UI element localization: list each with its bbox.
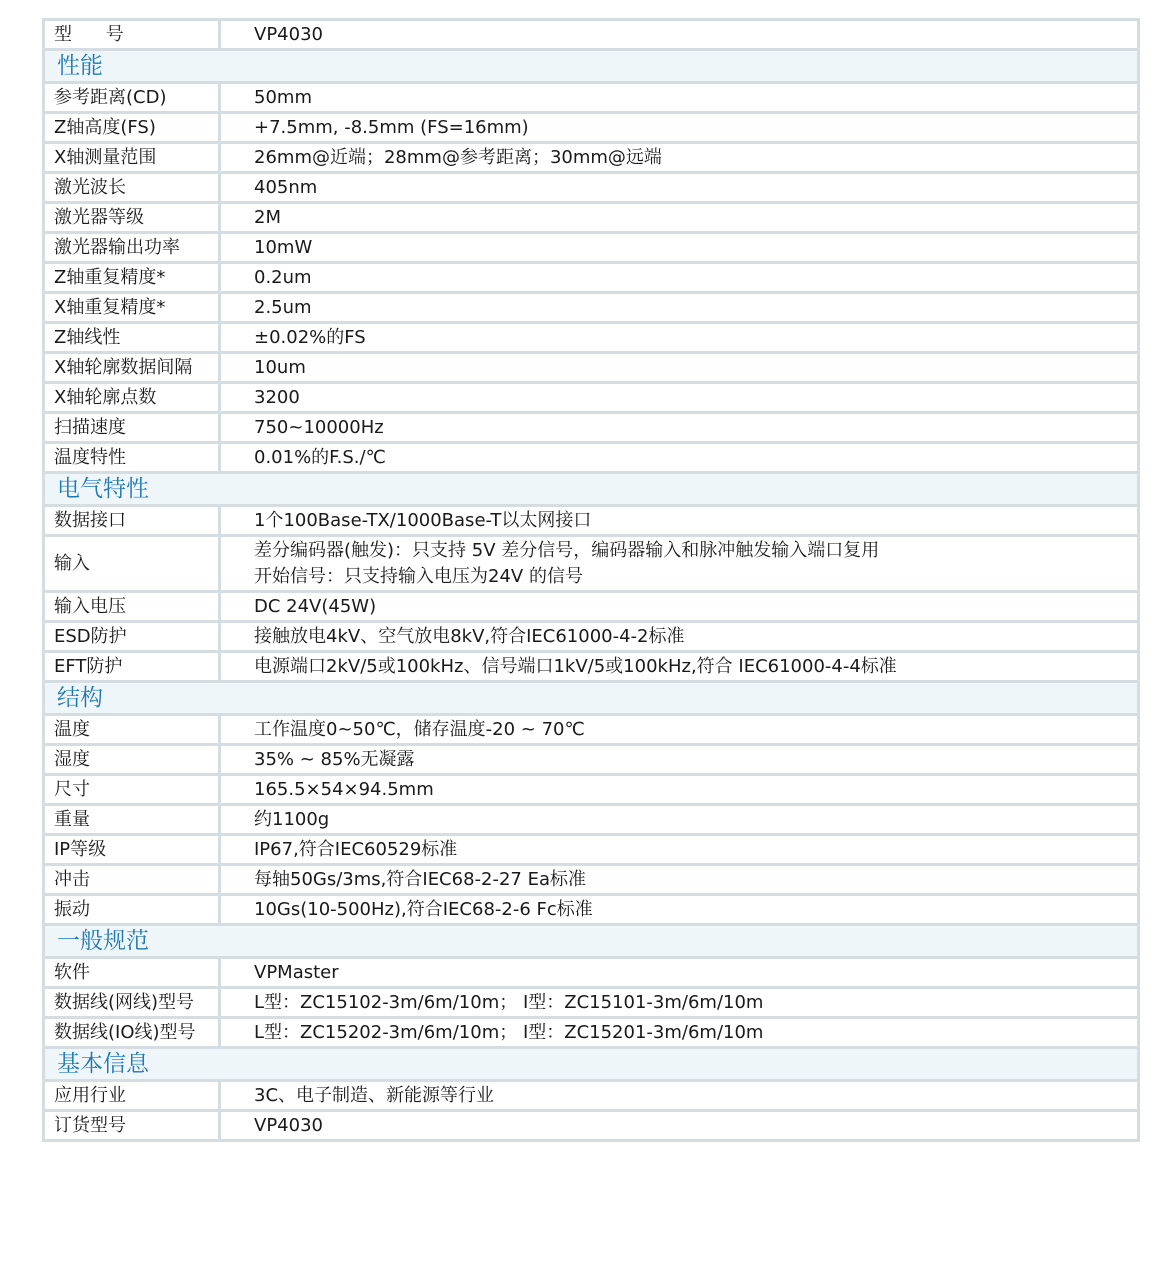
section-header: [44, 925, 1139, 958]
spec-value-line: L型：ZC15202-3m/6m/10m； I型：ZC15201-3m/6m/10m: [254, 1021, 764, 1043]
spec-value-line: 工作温度0~50℃，储存温度-20 ~ 70℃: [254, 718, 585, 740]
spec-value: [220, 353, 1139, 383]
spec-value: [220, 203, 1139, 233]
spec-value-line: 50mm: [254, 86, 312, 108]
spec-row: [44, 622, 1139, 652]
spec-label: 激光波长: [44, 173, 220, 203]
spec-value-line: 10um: [254, 356, 306, 378]
spec-value-line: 3C、电子制造、新能源等行业: [254, 1084, 495, 1106]
spec-value: [220, 413, 1139, 443]
spec-row: [44, 715, 1139, 745]
spec-label: 输入电压: [44, 592, 220, 622]
spec-value-line: IP67,符合IEC60529标准: [254, 838, 458, 860]
spec-value: [220, 835, 1139, 865]
spec-value-line: DC 24V(45W): [254, 595, 377, 617]
spec-label: EFT防护: [44, 652, 220, 682]
spec-label: 输入: [44, 536, 220, 592]
spec-value-line: 0.2um: [254, 266, 312, 288]
section-title: 基本信息: [44, 1048, 1139, 1081]
spec-table: [42, 18, 1140, 1142]
spec-value: [220, 958, 1139, 988]
spec-row: [44, 443, 1139, 473]
spec-value: [220, 715, 1139, 745]
spec-value-line: 1个100Base-TX/1000Base-T以太网接口: [254, 509, 592, 531]
spec-value: [220, 1111, 1139, 1141]
spec-label: 扫描速度: [44, 413, 220, 443]
spec-value-line: L型：ZC15102-3m/6m/10m； I型：ZC15101-3m/6m/10m: [254, 991, 764, 1013]
section-title: 一般规范: [44, 925, 1139, 958]
spec-label: 冲击: [44, 865, 220, 895]
spec-row: [44, 383, 1139, 413]
spec-value: [220, 1081, 1139, 1111]
spec-value: [220, 652, 1139, 682]
spec-value-line: 接触放电4kV、空气放电8kV,符合IEC61000-4-2标准: [254, 625, 685, 647]
section-title: 电气特性: [44, 473, 1139, 506]
section-title: 结构: [44, 682, 1139, 715]
spec-row: [44, 835, 1139, 865]
model-value: VP4030: [220, 20, 1139, 50]
spec-value: [220, 536, 1139, 592]
spec-value-line: 165.5×54×94.5mm: [254, 778, 434, 800]
spec-value-line: 405nm: [254, 176, 318, 198]
spec-label: 尺寸: [44, 775, 220, 805]
spec-value-line: VPMaster: [254, 961, 339, 983]
spec-label: 订货型号: [44, 1111, 220, 1141]
spec-row: [44, 775, 1139, 805]
spec-row: [44, 536, 1139, 592]
spec-value: [220, 988, 1139, 1018]
spec-value: [220, 443, 1139, 473]
spec-label: 软件: [44, 958, 220, 988]
section-header: [44, 1048, 1139, 1081]
spec-row: [44, 652, 1139, 682]
model-label-text: 型 号: [54, 23, 138, 45]
spec-value-line: 开始信号：只支持输入电压为24V 的信号: [254, 565, 583, 587]
spec-row: [44, 865, 1139, 895]
spec-value: [220, 173, 1139, 203]
spec-value-line: +7.5mm, -8.5mm (FS=16mm): [254, 116, 529, 138]
spec-label: 重量: [44, 805, 220, 835]
spec-label: Z轴线性: [44, 323, 220, 353]
spec-row: [44, 173, 1139, 203]
spec-value: [220, 323, 1139, 353]
spec-value: [220, 113, 1139, 143]
spec-value: [220, 263, 1139, 293]
spec-label: IP等级: [44, 835, 220, 865]
spec-value: [220, 293, 1139, 323]
spec-value-line: ±0.02%的FS: [254, 326, 366, 348]
spec-value: [220, 745, 1139, 775]
spec-value-line: 0.01%的F.S./℃: [254, 446, 386, 468]
model-label: [44, 20, 220, 50]
spec-label: X轴轮廓点数: [44, 383, 220, 413]
spec-row: [44, 323, 1139, 353]
section-title: 性能: [44, 50, 1139, 83]
spec-value-line: 2.5um: [254, 296, 312, 318]
spec-value-line: 26mm@近端；28mm@参考距离；30mm@远端: [254, 146, 662, 168]
spec-row: [44, 745, 1139, 775]
spec-label: 数据接口: [44, 506, 220, 536]
spec-label: Z轴重复精度*: [44, 263, 220, 293]
spec-label: 温度特性: [44, 443, 220, 473]
spec-value-line: 10mW: [254, 236, 313, 258]
spec-row: [44, 1111, 1139, 1141]
spec-label: ESD防护: [44, 622, 220, 652]
spec-value: [220, 592, 1139, 622]
spec-value-line: 2M: [254, 206, 281, 228]
spec-row: [44, 413, 1139, 443]
spec-value-line: 差分编码器(触发)：只支持 5V 差分信号，编码器输入和脉冲触发输入端口复用: [254, 539, 880, 561]
spec-value-line: 3200: [254, 386, 300, 408]
spec-row: [44, 958, 1139, 988]
spec-label: 激光器输出功率: [44, 233, 220, 263]
spec-label: 激光器等级: [44, 203, 220, 233]
spec-value: [220, 383, 1139, 413]
spec-value-line: 10Gs(10-500Hz),符合IEC68-2-6 Fc标准: [254, 898, 593, 920]
spec-value: [220, 506, 1139, 536]
spec-value: [220, 805, 1139, 835]
spec-label: 应用行业: [44, 1081, 220, 1111]
section-header: [44, 473, 1139, 506]
spec-label: X轴重复精度*: [44, 293, 220, 323]
spec-value: [220, 622, 1139, 652]
spec-row: [44, 203, 1139, 233]
model-row: [44, 20, 1139, 50]
section-header: [44, 682, 1139, 715]
spec-label: 数据线(IO线)型号: [44, 1018, 220, 1048]
spec-label: 参考距离(CD): [44, 83, 220, 113]
spec-label: 湿度: [44, 745, 220, 775]
spec-row: [44, 83, 1139, 113]
spec-row: [44, 895, 1139, 925]
spec-row: [44, 353, 1139, 383]
spec-row: [44, 988, 1139, 1018]
spec-value: [220, 895, 1139, 925]
spec-label: X轴轮廓数据间隔: [44, 353, 220, 383]
spec-label: 振动: [44, 895, 220, 925]
spec-label: 数据线(网线)型号: [44, 988, 220, 1018]
spec-value: [220, 83, 1139, 113]
spec-value: [220, 865, 1139, 895]
spec-label: 温度: [44, 715, 220, 745]
spec-value: [220, 233, 1139, 263]
spec-value-line: 750~10000Hz: [254, 416, 384, 438]
spec-row: [44, 293, 1139, 323]
spec-row: [44, 233, 1139, 263]
spec-row: [44, 1081, 1139, 1111]
spec-value: [220, 143, 1139, 173]
spec-value-line: 35% ~ 85%无凝露: [254, 748, 415, 770]
spec-row: [44, 143, 1139, 173]
spec-value-line: VP4030: [254, 1114, 323, 1136]
spec-value-line: 每轴50Gs/3ms,符合IEC68-2-27 Ea标准: [254, 868, 587, 890]
spec-row: [44, 263, 1139, 293]
spec-row: [44, 1018, 1139, 1048]
spec-value-line: 电源端口2kV/5或100kHz、信号端口1kV/5或100kHz,符合 IEC61000-4-4标准: [254, 655, 897, 677]
spec-row: [44, 113, 1139, 143]
spec-label: Z轴高度(FS): [44, 113, 220, 143]
spec-table-body: [44, 20, 1139, 1141]
spec-label: X轴测量范围: [44, 143, 220, 173]
spec-row: [44, 805, 1139, 835]
spec-row: [44, 506, 1139, 536]
spec-value: [220, 775, 1139, 805]
spec-value-line: 约1100g: [254, 808, 330, 830]
spec-row: [44, 592, 1139, 622]
section-header: [44, 50, 1139, 83]
spec-value: [220, 1018, 1139, 1048]
